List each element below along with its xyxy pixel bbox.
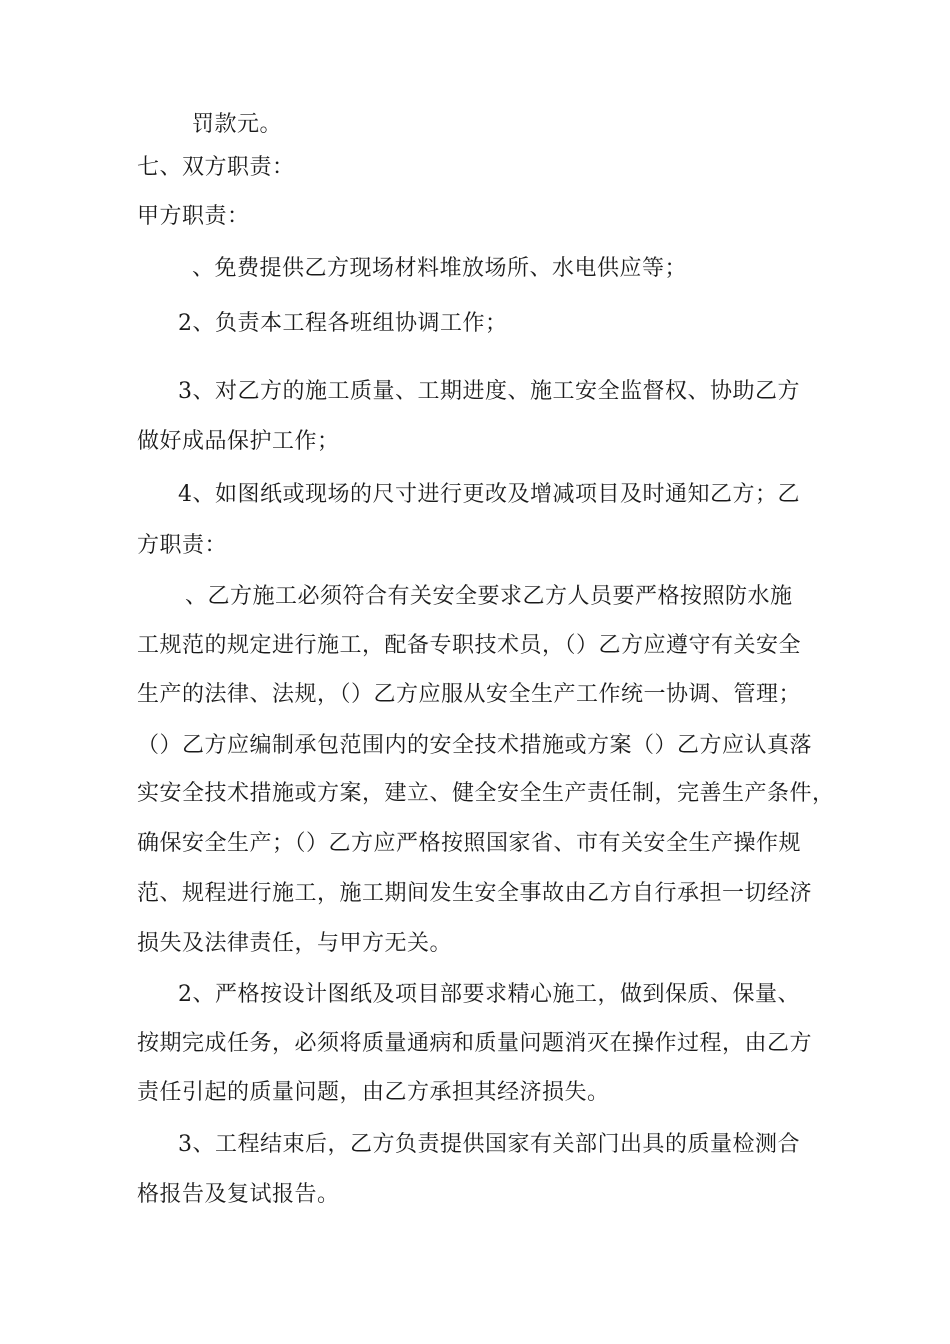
text-line: 4、如图纸或现场的尺寸进行更改及增减项目及时通知乙方；乙 (178, 482, 800, 507)
text-line: 实安全技术措施或方案，建立、健全安全生产责任制，完善生产条件， (137, 781, 835, 806)
text-line: 2、负责本工程各班组协调工作； (178, 311, 508, 336)
text-line: 、免费提供乙方现场材料堆放场所、水电供应等； (192, 256, 688, 281)
text-line: 格报告及复试报告。 (137, 1182, 340, 1207)
text-line: 确保安全生产；（）乙方应严格按照国家省、市有关安全生产操作规 (137, 831, 802, 856)
text-line: 做好成品保护工作； (137, 429, 340, 454)
text-line: 按期完成任务，必须将质量通病和质量问题消灭在操作过程，由乙方 (137, 1031, 813, 1056)
text-line: 工规范的规定进行施工，配备专职技术员，（）乙方应遵守有关安全 (137, 633, 802, 658)
text-line: 范、规程进行施工，施工期间发生安全事故由乙方自行承担一切经济 (137, 881, 813, 906)
text-line: 3、工程结束后，乙方负责提供国家有关部门出具的质量检测合 (178, 1132, 800, 1157)
text-line: 、乙方施工必须符合有关安全要求乙方人员要严格按照防水施 (185, 584, 793, 609)
section-heading: 七、双方职责： (137, 155, 295, 180)
text-line: 2、严格按设计图纸及项目部要求精心施工，做到保质、保量、 (178, 982, 800, 1007)
text-line: 罚款元。 (192, 112, 283, 137)
text-line: 生产的法律、法规，（）乙方应服从安全生产工作统一协调、管理； (137, 682, 802, 707)
subsection-heading: 方职责： (137, 533, 228, 558)
text-line: 损失及法律责任，与甲方无关。 (137, 931, 453, 956)
text-line: 责任引起的质量问题，由乙方承担其经济损失。 (137, 1080, 610, 1105)
text-line: （）乙方应编制承包范围内的安全技术措施或方案（）乙方应认真落 (137, 733, 813, 758)
subsection-heading: 甲方职责： (137, 204, 250, 229)
text-line: 3、对乙方的施工质量、工期进度、施工安全监督权、协助乙方 (178, 379, 800, 404)
